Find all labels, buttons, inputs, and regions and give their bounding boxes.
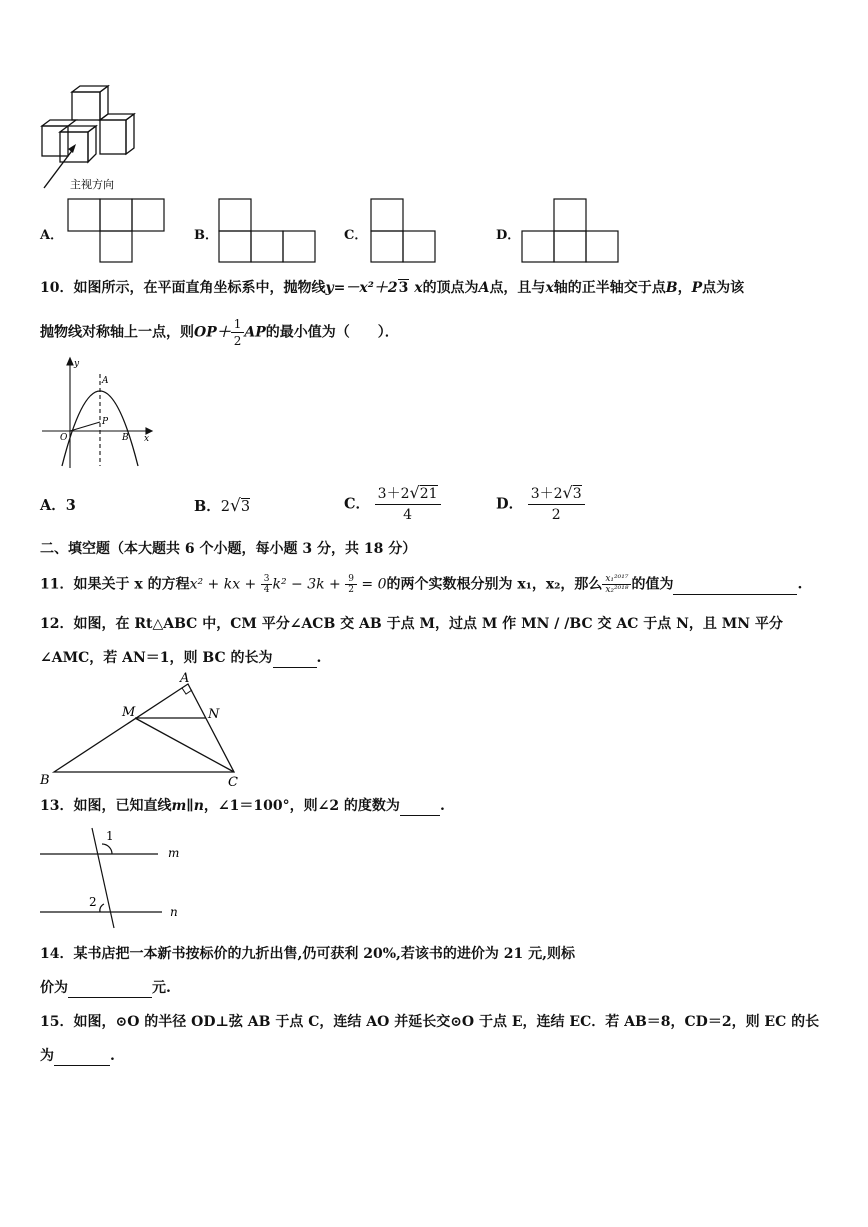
q10-option-c[interactable]: C． $\frac{3+2√21}{4}$ bbox=[344, 484, 441, 525]
q10-line1: 10．如图所示，在平面直角坐标系中，抛物线y=－x²＋23 x的顶点为A点，且与x轴的正半轴交于点B，P点为该 bbox=[40, 280, 745, 296]
q10-option-a[interactable]: A．3 bbox=[40, 497, 76, 514]
q10-option-d[interactable]: D． $\frac{3+2√3}{2}$ bbox=[496, 484, 585, 525]
q14-line2: 价为 元. bbox=[40, 980, 171, 996]
q15-answer-blank[interactable] bbox=[54, 1049, 110, 1066]
q9-option-d-figure[interactable] bbox=[521, 198, 621, 264]
q11-answer-blank[interactable] bbox=[673, 578, 797, 595]
svg-text:2: 2 bbox=[89, 895, 97, 909]
q15-line2: 为 . bbox=[40, 1048, 115, 1064]
q10-option-b[interactable]: B．2√3 bbox=[194, 496, 251, 516]
q9-option-c-figure[interactable] bbox=[370, 198, 438, 264]
q11: 11．如果关于 x 的方程x² + kx + $\frac{3}{4}$ k² − 3k + $\frac{9}{2}$ = 0的两个实数根分别为 x₁，x₂，那么 $\frac{\text{x₁²⁰¹⁷}}{\text{x₂²⁰¹⁸}}$ 的值为 . bbox=[40, 574, 803, 595]
q9-option-a-label[interactable]: A． bbox=[40, 228, 64, 243]
q9-option-b-figure[interactable] bbox=[218, 198, 318, 264]
svg-text:O: O bbox=[60, 433, 68, 443]
svg-text:1: 1 bbox=[106, 829, 114, 843]
triangle-abc bbox=[54, 684, 234, 772]
svg-text:n: n bbox=[170, 905, 178, 919]
angle-2-arc bbox=[100, 904, 104, 912]
svg-text:y: y bbox=[74, 359, 80, 369]
svg-text:P: P bbox=[102, 417, 109, 427]
q13-answer-blank[interactable] bbox=[400, 799, 440, 816]
q13-parallel-lines-figure bbox=[38, 824, 188, 932]
q9-option-b-label[interactable]: B． bbox=[194, 228, 218, 243]
svg-text:M: M bbox=[122, 705, 136, 720]
q15-line1: 15．如图，⊙O 的半径 OD⊥弦 AB 于点 C，连结 AO 并延长交⊙O 于点 E，连结 EC．若 AB＝8，CD＝2，则 EC 的长 bbox=[40, 1014, 820, 1030]
view-caption: 主视方向 bbox=[70, 178, 114, 191]
q9-option-a-figure[interactable] bbox=[67, 198, 167, 264]
svg-text:N: N bbox=[208, 707, 220, 722]
q13: 13．如图，已知直线m∥n，∠1＝100°，则∠2 的度数为 . bbox=[40, 798, 445, 814]
q9-option-d-label[interactable]: D． bbox=[496, 228, 521, 243]
section2-heading: 二、填空题（本大题共 6 个小题，每小题 3 分，共 18 分） bbox=[40, 541, 417, 557]
segment-mc bbox=[135, 718, 234, 772]
svg-text:C: C bbox=[228, 775, 238, 788]
q14-line1: 14．某书店把一本新书按标价的九折出售,仍可获利 20%,若该书的进价为 21 元,则标 bbox=[40, 946, 575, 962]
q10-parabola-figure bbox=[38, 356, 158, 470]
svg-text:m: m bbox=[168, 846, 180, 860]
cube-stack bbox=[42, 86, 134, 162]
svg-text:B: B bbox=[40, 773, 50, 788]
q12-triangle-figure bbox=[38, 670, 248, 788]
q12-line1: 12．如图，在 Rt△ABC 中，CM 平分∠ACB 交 AB 于点 M，过点 M 作 MN / /BC 交 AC 于点 N，且 MN 平分 bbox=[40, 616, 783, 632]
q9-cube-figure bbox=[36, 84, 146, 194]
q12-answer-blank[interactable] bbox=[273, 651, 317, 668]
svg-text:B: B bbox=[122, 433, 129, 443]
q9-option-c-label[interactable]: C． bbox=[344, 228, 368, 243]
q12-line2: ∠AMC，若 AN＝1，则 BC 的长为 . bbox=[40, 650, 322, 666]
svg-text:x: x bbox=[144, 434, 150, 444]
svg-text:A: A bbox=[180, 671, 190, 686]
q10-line2: 抛物线对称轴上一点，则OP＋ $\frac{1}{2}$ AP的最小值为（ ）． bbox=[40, 317, 399, 348]
transversal bbox=[92, 828, 114, 928]
angle-1-arc bbox=[102, 844, 112, 854]
svg-text:A: A bbox=[102, 376, 109, 386]
q14-answer-blank[interactable] bbox=[68, 981, 152, 998]
